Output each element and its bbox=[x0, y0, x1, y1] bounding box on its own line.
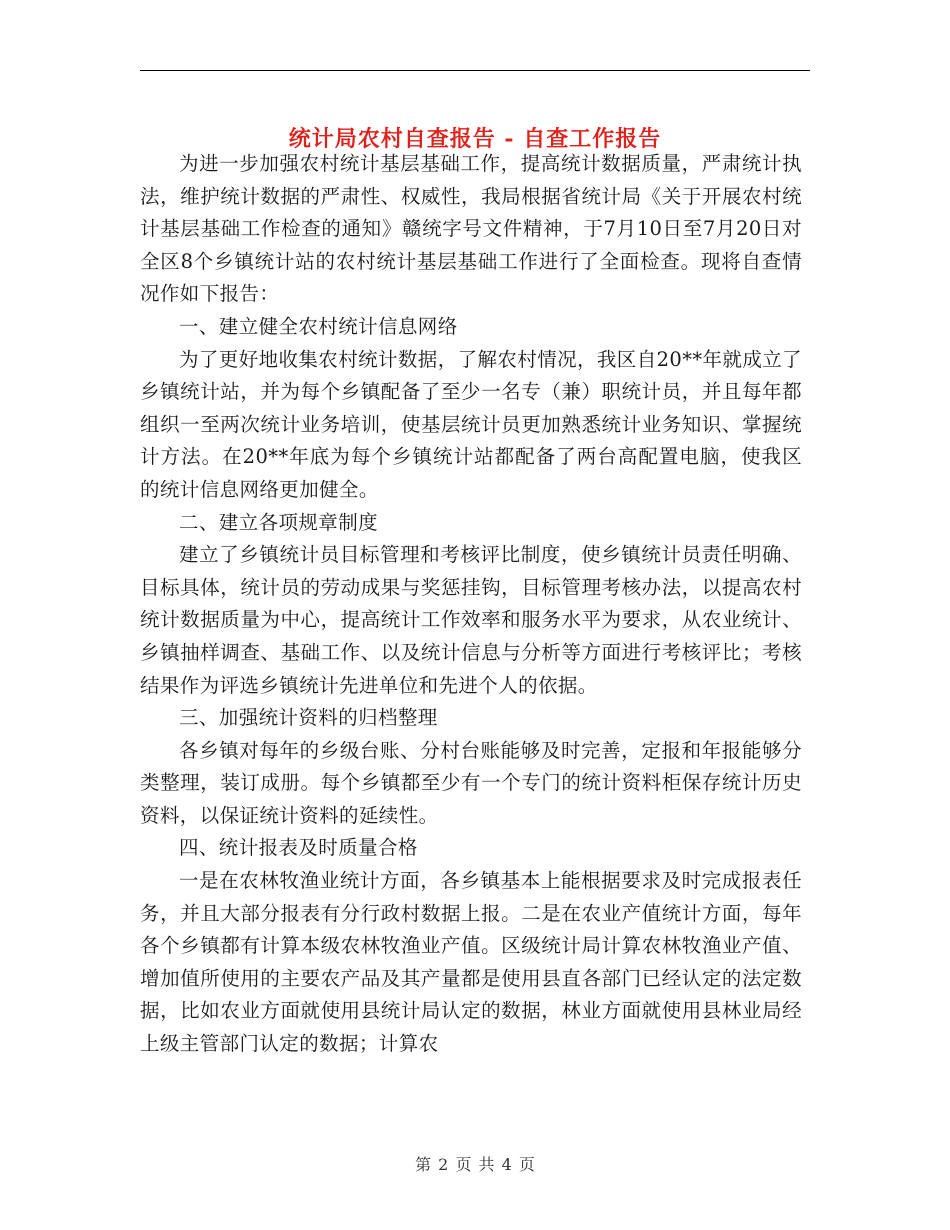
body-paragraph: 各乡镇对每年的乡级台账、分村台账能够及时完善，定报和年报能够分类整理，装订成册。每个乡镇都至少有一个专门的统计资料柜保存统计历史资料，以保证统计资料的延续性。 bbox=[140, 738, 802, 827]
page-number: 第 2 页 共 4 页 bbox=[415, 1155, 535, 1174]
section-heading: 三、加强统计资料的归档整理 bbox=[179, 706, 438, 730]
body-paragraph: 为进一步加强农村统计基层基础工作，提高统计数据质量，严肃统计执法，维护统计数据的严肃性、权威性，我局根据省统计局《关于开展农村统计基层基础工作检查的通知》赣统字号文件精神，于7月10日至7月20日对全区8个乡镇统计站的农村统计基层基础工作进行了全面检查。现将自查情况作如下报告： bbox=[140, 152, 802, 306]
section-heading: 二、建立各项规章制度 bbox=[179, 510, 379, 534]
section-heading: 一、建立健全农村统计信息网络 bbox=[179, 314, 458, 338]
section-heading: 四、统计报表及时质量合格 bbox=[179, 836, 418, 860]
body-paragraph: 为了更好地收集农村统计数据，了解农村情况，我区自20**年就成立了乡镇统计站，并为每个乡镇配备了至少一名专（兼）职统计员，并且每年都组织一至两次统计业务培训，使基层统计员更加熟悉统计业务知识、掌握统计方法。在20**年底为每个乡镇统计站都配备了两台高配置电脑，使我区的统计信息网络更加健全。 bbox=[140, 347, 803, 501]
document-body bbox=[140, 148, 802, 1061]
header-rule bbox=[140, 70, 810, 71]
body-paragraph: 建立了乡镇统计员目标管理和考核评比制度，使乡镇统计员责任明确、目标具体，统计员的劳动成果与奖惩挂钩，目标管理考核办法，以提高农村统计数据质量为中心，提高统计工作效率和服务水平为要求，从农业统计、乡镇抽样调查、基础工作、以及统计信息与分析等方面进行考核评比；考核结果作为评选乡镇统计先进单位和先进个人的依据。 bbox=[140, 543, 802, 697]
document-title: 统计局农村自查报告 - 自查工作报告 bbox=[288, 125, 662, 152]
body-paragraph: 一是在农林牧渔业统计方面，各乡镇基本上能根据要求及时完成报表任务，并且大部分报表有分行政村数据上报。二是在农业产值统计方面，每年各个乡镇都有计算本级农林牧渔业产值。区级统计局计算农林牧渔业产值、增加值所使用的主要农产品及其产量都是使用县直各部门已经认定的法定数据，比如农业方面就使用县统计局认定的数据，林业方面就使用县林业局经上级主管部门认定的数据；计算农 bbox=[140, 869, 802, 1056]
